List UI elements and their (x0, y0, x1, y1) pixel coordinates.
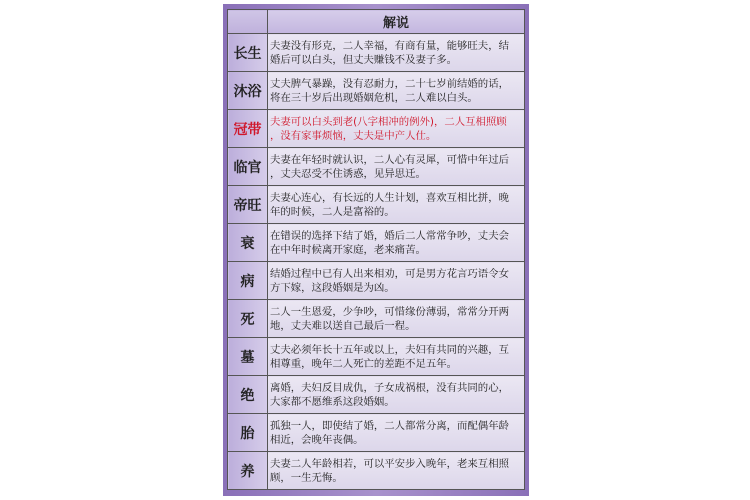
table-row (228, 338, 525, 376)
description-line: 孤独一人，即使结了婚，二人都常分离，而配偶年龄 (270, 419, 509, 432)
description-line: 在中年时候离开家庭，老来痛苦。 (270, 243, 426, 256)
stage-name: 临官 (228, 148, 268, 186)
description-line: 离婚，夫妇反目成仇，子女成祸根，没有共同的心， (270, 381, 509, 394)
table-row (228, 110, 525, 148)
description-line: 丈夫必须年长十五年或以上，夫妇有共同的兴趣，互 (270, 343, 509, 356)
description-line: 夫妻没有形克，二人幸福，有商有量，能够旺夫，结 (270, 39, 509, 52)
description-line: 大家都不愿维系这段婚姻。 (270, 395, 395, 408)
description-line: ，丈夫忍受不住诱惑，见异思迁。 (270, 167, 426, 180)
description-line: 结婚过程中已有人出来相劝，可是男方花言巧语令女 (270, 267, 509, 280)
stage-name: 墓 (228, 338, 268, 376)
stage-name: 冠带 (228, 110, 268, 148)
description-line: 夫妻二人年龄相若，可以平安步入晚年，老来互相照 (270, 457, 509, 470)
stage-name: 养 (228, 452, 268, 490)
stage-description (268, 300, 525, 338)
stage-description (268, 186, 525, 224)
table-row (228, 148, 525, 186)
stage-description (268, 262, 525, 300)
table-row (228, 376, 525, 414)
table-row (228, 186, 525, 224)
description-line: 婚后可以白头，但丈夫赚钱不及妻子多。 (270, 53, 458, 66)
description-line: 在错误的选择下结了婚，婚后二人常常争吵，丈夫会 (270, 229, 509, 242)
description-line: 丈夫脾气暴躁，没有忍耐力，二十七岁前结婚的话， (270, 77, 509, 90)
description-line: 二人一生恩爱，少争吵，可惜缘份薄弱，常常分开两 (270, 305, 509, 318)
description-line: 顾，一生无悔。 (270, 471, 343, 484)
description-line: 地，丈夫难以送自己最后一程。 (270, 319, 416, 332)
description-line: 夫妻在年轻时就认识，二人心有灵犀，可惜中年过后 (270, 153, 509, 166)
stage-description (268, 72, 525, 110)
table-row (228, 72, 525, 110)
description-line: 夫妻心连心，有长远的人生计划，喜欢互相比拼，晚 (270, 191, 509, 204)
table-header-row (228, 10, 525, 34)
description-line: 相近，会晚年丧偶。 (270, 433, 364, 446)
description-line: 年的时候，二人是富裕的。 (270, 205, 395, 218)
stage-name: 病 (228, 262, 268, 300)
table-row (228, 452, 525, 490)
description-line: 相尊重，晚年二人死亡的差距不足五年。 (270, 357, 458, 370)
table-row (228, 414, 525, 452)
marriage-stage-table (227, 9, 525, 490)
stage-description (268, 148, 525, 186)
table-row (228, 34, 525, 72)
header-corner (228, 10, 268, 34)
table-frame (223, 4, 529, 496)
stage-name: 帝旺 (228, 186, 268, 224)
table-row (228, 224, 525, 262)
stage-description (268, 414, 525, 452)
stage-description (268, 376, 525, 414)
stage-name: 衰 (228, 224, 268, 262)
header-title: 解说 (268, 10, 525, 34)
stage-description (268, 452, 525, 490)
stage-description (268, 110, 525, 148)
description-line: ，没有家事烦恼，丈夫是中产人仕。 (270, 129, 437, 142)
table-row (228, 300, 525, 338)
description-line: 方下嫁，这段婚姻是为凶。 (270, 281, 395, 294)
description-line: 将在三十岁后出现婚姻危机，二人难以白头。 (270, 91, 478, 104)
stage-description (268, 224, 525, 262)
stage-name: 长生 (228, 34, 268, 72)
description-line: 夫妻可以白头到老(八字相冲的例外)，二人互相照顾 (270, 115, 507, 128)
stage-description (268, 34, 525, 72)
stage-name: 绝 (228, 376, 268, 414)
stage-description (268, 338, 525, 376)
stage-name: 胎 (228, 414, 268, 452)
stage-name: 沐浴 (228, 72, 268, 110)
stage-name: 死 (228, 300, 268, 338)
table-row (228, 262, 525, 300)
